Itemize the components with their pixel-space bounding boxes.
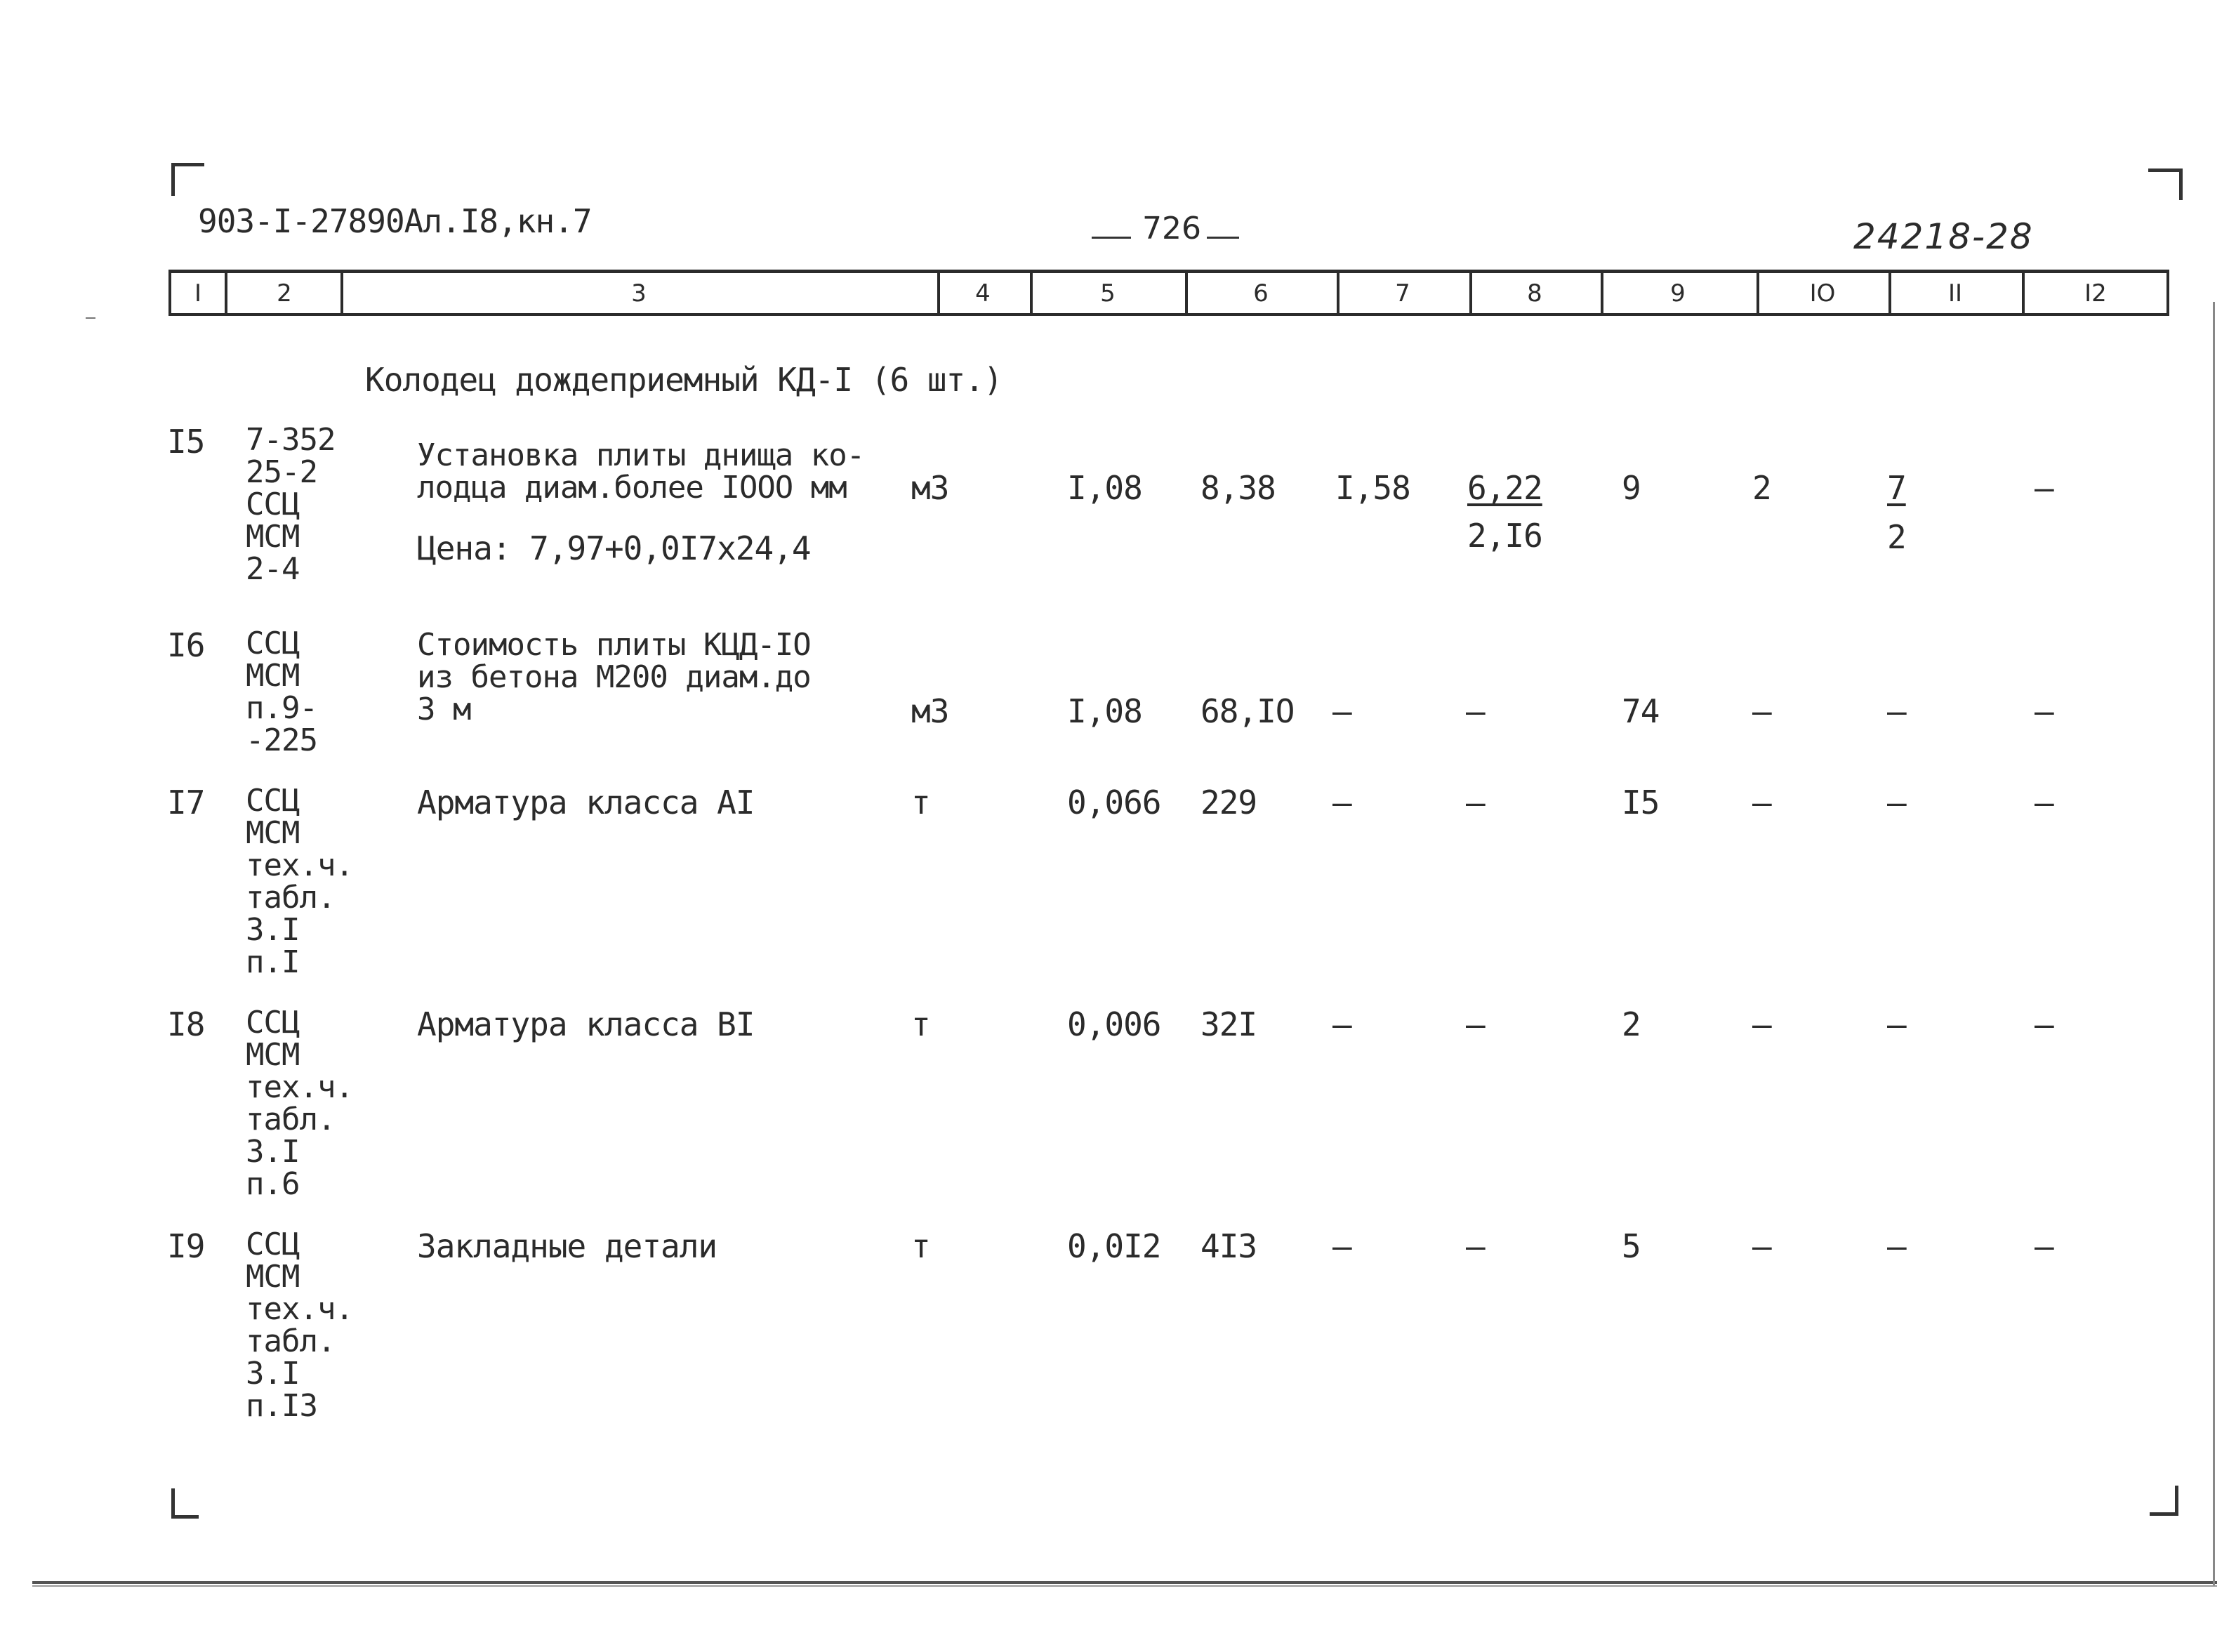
corner-mark-top-right: [2148, 168, 2183, 200]
description-line: Стоимость плиты КЦД-IO: [417, 627, 811, 663]
cell-col12: –: [2035, 692, 2053, 730]
cell-col6: 229: [1200, 784, 1257, 821]
cell-col9: 5: [1622, 1227, 1641, 1265]
document-reference: [198, 202, 592, 240]
reference-line: 3.I: [246, 1356, 300, 1392]
reference-line: ССЦ: [246, 626, 300, 661]
description-line: лодца диам.более IOOO мм: [417, 470, 847, 505]
cell-col5: I,08: [1067, 469, 1142, 507]
row-number: I9: [167, 1227, 205, 1265]
row-number: I5: [167, 423, 205, 461]
column-header-2: 2: [277, 279, 292, 308]
column-header-bottom-border: [168, 313, 2169, 316]
row-description: Закладные детали: [417, 1227, 717, 1265]
column-divider: [2022, 271, 2025, 315]
column-header-9: 9: [1670, 279, 1686, 308]
row-description: Арматура класса ВI: [417, 1005, 755, 1043]
cell-col8-bottom: 2,I6: [1467, 517, 1542, 555]
cell-col11: –: [1887, 784, 1906, 821]
reference-line: МСМ: [246, 1037, 300, 1073]
cell-col10: –: [1752, 692, 1771, 730]
cell-col10: –: [1752, 1227, 1771, 1265]
description-line: Установка плиты днища ко-: [417, 437, 865, 473]
reference-line: ССЦ: [246, 1005, 300, 1040]
page-right-edge: [2213, 302, 2215, 1585]
reference-line: 2-4: [246, 551, 300, 587]
page-number: [1092, 211, 1239, 246]
reference-line: п.9-: [246, 690, 317, 726]
cell-col8-top: 6,22: [1467, 469, 1542, 507]
corner-mark-bottom-right: [2150, 1486, 2178, 1516]
cell-col12: –: [2035, 1005, 2053, 1043]
reference-line: табл.: [246, 1102, 336, 1137]
row-description: [417, 629, 811, 726]
cell-col11: –: [1887, 1227, 1906, 1265]
row-number: I6: [167, 626, 205, 664]
column-header-5: 5: [1100, 279, 1116, 308]
column-divider: [1030, 271, 1033, 315]
reference-line: п.I: [246, 944, 300, 980]
unit: м3: [911, 692, 949, 730]
row-description: Арматура класса АI: [417, 784, 755, 821]
unit: т: [911, 784, 930, 821]
cell-col6: 8,38: [1200, 469, 1276, 507]
row-reference: [246, 785, 353, 979]
reference-line: табл.: [246, 880, 336, 916]
unit: т: [911, 1005, 930, 1043]
cell-col7: –: [1332, 692, 1351, 730]
corner-mark-top-left: [171, 163, 204, 196]
unit: т: [911, 1227, 930, 1265]
row-reference: [246, 628, 317, 757]
price-note: Цена: 7,97+0,0I7x24,4: [417, 529, 811, 567]
column-divider: [937, 271, 940, 315]
cell-col10: –: [1752, 1005, 1771, 1043]
reference-line: п.6: [246, 1166, 300, 1202]
reference-line: МСМ: [246, 1259, 300, 1295]
cell-col12: –: [2035, 469, 2053, 507]
reference-line: 25-2: [246, 454, 317, 490]
cell-col5: 0,006: [1067, 1005, 1161, 1043]
row-reference: [246, 1007, 353, 1201]
cell-col7: I,58: [1335, 469, 1410, 507]
cell-col11: –: [1887, 692, 1906, 730]
cell-col12: –: [2035, 1227, 2053, 1265]
column-divider: [1757, 271, 1759, 315]
column-header-6: 6: [1253, 279, 1269, 308]
reference-line: МСМ: [246, 519, 300, 555]
reference-line: 7-352: [246, 422, 336, 458]
column-header-7: 7: [1395, 279, 1410, 308]
cell-col8: –: [1466, 1005, 1485, 1043]
cell-col8: –: [1466, 784, 1485, 821]
column-divider: [1185, 271, 1188, 315]
cell-col9: 9: [1622, 469, 1641, 507]
handwritten-code: 24218-28: [1853, 216, 2034, 257]
row-number: I7: [167, 784, 205, 821]
row-reference: [246, 424, 335, 586]
cell-col7: –: [1332, 1227, 1351, 1265]
column-divider: [1337, 271, 1339, 315]
row-description: [417, 437, 865, 505]
reference-line: ССЦ: [246, 1227, 300, 1262]
column-header-10: IO: [1809, 279, 1836, 308]
cell-col10: 2: [1752, 469, 1771, 507]
column-header-4: 4: [975, 279, 991, 308]
page-bottom-rule: [32, 1581, 2217, 1584]
column-divider: [1601, 271, 1603, 315]
description-line: 3 м: [417, 692, 471, 727]
reference-line: ССЦ: [246, 783, 300, 819]
cell-col12: –: [2035, 784, 2053, 821]
reference-line: ССЦ: [246, 487, 300, 522]
cell-col7: –: [1332, 1005, 1351, 1043]
column-header-8: 8: [1527, 279, 1542, 308]
column-header-3: 3: [631, 279, 647, 308]
column-divider: [340, 271, 343, 315]
document-reference-suffix: Ал.I8,кн.7: [404, 202, 592, 240]
reference-line: тех.ч.: [246, 1069, 353, 1105]
section-title: Колодец дождеприемный КД-I (6 шт.): [365, 361, 1003, 399]
column-divider: [1469, 271, 1472, 315]
reference-line: п.I3: [246, 1388, 317, 1424]
cell-col5: 0,066: [1067, 784, 1161, 821]
cell-col8: –: [1466, 1227, 1485, 1265]
cell-col5: 0,0I2: [1067, 1227, 1161, 1265]
document-reference-number: 903-I-27890: [198, 202, 404, 240]
cell-col8: –: [1466, 692, 1485, 730]
cell-col11-top: 7: [1887, 469, 1906, 507]
column-header-11: II: [1947, 279, 1963, 308]
unit: м3: [911, 469, 949, 507]
cell-col6: 68,IO: [1200, 692, 1295, 730]
reference-line: тех.ч.: [246, 1291, 353, 1327]
column-header-top-border: [168, 270, 2169, 273]
corner-mark-bottom-left: [171, 1488, 199, 1519]
cell-col9: 2: [1622, 1005, 1641, 1043]
cell-col11-bottom: 2: [1887, 518, 1906, 556]
description-line: из бетона М200 диам.до: [417, 659, 811, 695]
cell-col9: I5: [1622, 784, 1660, 821]
column-header-1: I: [194, 279, 202, 308]
reference-line: МСМ: [246, 815, 300, 851]
cell-col11: –: [1887, 1005, 1906, 1043]
reference-line: 3.I: [246, 912, 300, 948]
reference-line: 3.I: [246, 1134, 300, 1170]
cell-col10: –: [1752, 784, 1771, 821]
cell-col9: 74: [1622, 692, 1660, 730]
row-reference: [246, 1229, 353, 1422]
column-divider: [2166, 271, 2169, 315]
page-bottom-rule-secondary: [32, 1585, 2217, 1587]
page-number-value: 726: [1142, 211, 1201, 246]
reference-line: МСМ: [246, 658, 300, 694]
margin-tick: [86, 317, 95, 319]
cell-col6: 4I3: [1200, 1227, 1257, 1265]
reference-line: -225: [246, 722, 317, 758]
column-divider: [1888, 271, 1891, 315]
row-number: I8: [167, 1005, 205, 1043]
cell-col5: I,08: [1067, 692, 1142, 730]
reference-line: табл.: [246, 1323, 336, 1359]
column-header-12: I2: [2084, 279, 2107, 308]
cell-col6: 32I: [1200, 1005, 1257, 1043]
reference-line: тех.ч.: [246, 847, 353, 883]
cell-col7: –: [1332, 784, 1351, 821]
